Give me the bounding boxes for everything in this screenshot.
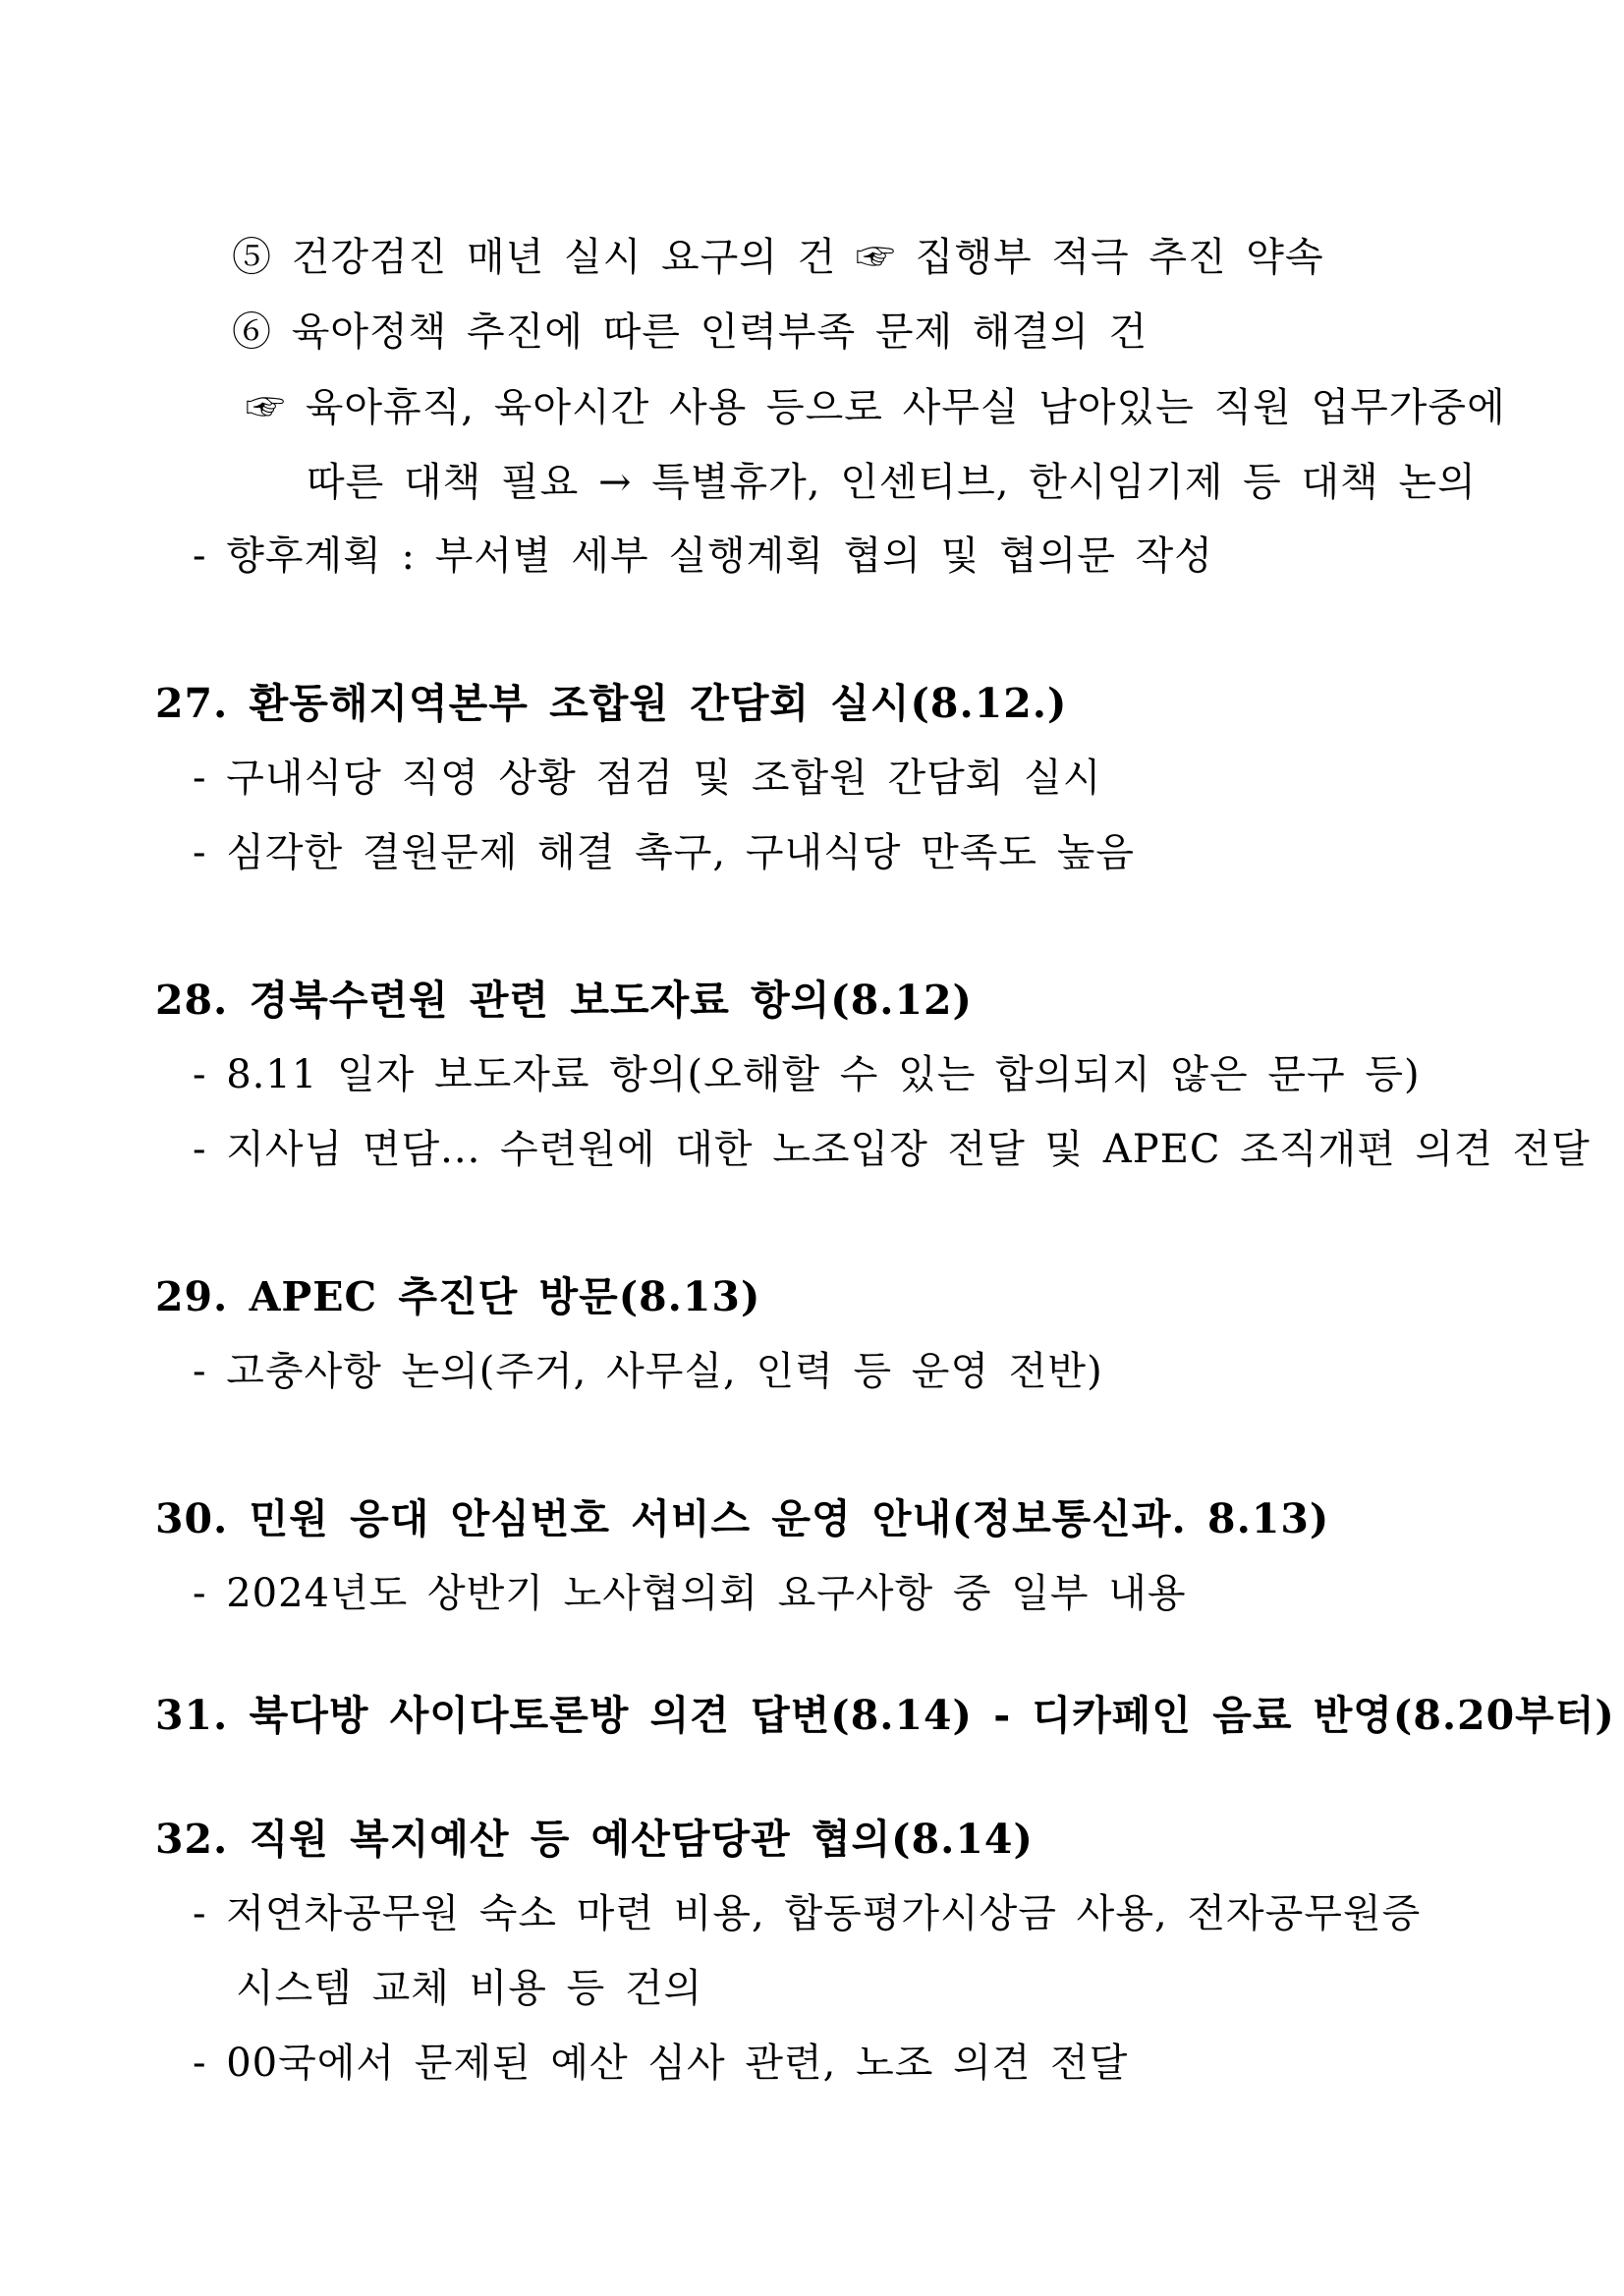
section-heading-27: 27. 환동해지역본부 조합원 간담회 실시(8.12.) bbox=[155, 680, 1068, 727]
section-29-item: - 고충사항 논의(주거, 사무실, 인력 등 운영 전반) bbox=[193, 1349, 1103, 1394]
section-28-item: - 지사님 면담... 수련원에 대한 노조입장 전달 및 APEC 조직개편 의견 전달 bbox=[193, 1127, 1591, 1172]
section-28-item: - 8.11 일자 보도자료 항의(오해할 수 있는 합의되지 않은 문구 등) bbox=[193, 1052, 1421, 1097]
section-heading-32: 32. 직원 복지예산 등 예산담당관 협의(8.14) bbox=[155, 1816, 1034, 1863]
section-heading-30: 30. 민원 응대 안심번호 서비스 운영 안내(정보통신과. 8.13) bbox=[155, 1495, 1330, 1542]
section-32-item: - 저연차공무원 숙소 마련 비용, 합동평가시상금 사용, 전자공무원증 bbox=[193, 1891, 1422, 1936]
section-27-item: - 심각한 결원문제 해결 촉구, 구내식당 만족도 높음 bbox=[193, 830, 1136, 875]
list-item-6-note: ☞ 육아휴직, 육아시간 사용 등으로 사무실 남아있는 직원 업무가중에 bbox=[246, 385, 1506, 430]
section-27-item: - 구내식당 직영 상황 점검 및 조합원 간담회 실시 bbox=[193, 756, 1102, 801]
section-32-item: - 00국에서 문제된 예산 심사 관련, 노조 의견 전달 bbox=[193, 2041, 1129, 2086]
list-item-6: ⑥ 육아정책 추진에 따른 인력부족 문제 해결의 건 bbox=[232, 309, 1148, 355]
section-heading-29: 29. APEC 추진단 방문(8.13) bbox=[155, 1273, 761, 1320]
section-32-item-cont: 시스템 교체 비용 등 건의 bbox=[236, 1966, 703, 2011]
list-item-6-note-cont: 따른 대책 필요 → 특별휴가, 인센티브, 한시임기제 등 대책 논의 bbox=[307, 460, 1477, 505]
future-plan: - 향후계획 : 부서별 세부 실행계획 협의 및 협의문 작성 bbox=[193, 533, 1213, 579]
section-heading-31: 31. 북다방 사이다토론방 의견 답변(8.14) - 디카페인 음료 반영(8.20부터) bbox=[155, 1692, 1615, 1739]
section-heading-28: 28. 경북수련원 관련 보도자료 항의(8.12) bbox=[155, 977, 973, 1024]
list-item-5: ⑤ 건강검진 매년 실시 요구의 건 ☞ 집행부 적극 추진 약속 bbox=[232, 235, 1324, 280]
section-30-item: - 2024년도 상반기 노사협의회 요구사항 중 일부 내용 bbox=[193, 1571, 1187, 1616]
